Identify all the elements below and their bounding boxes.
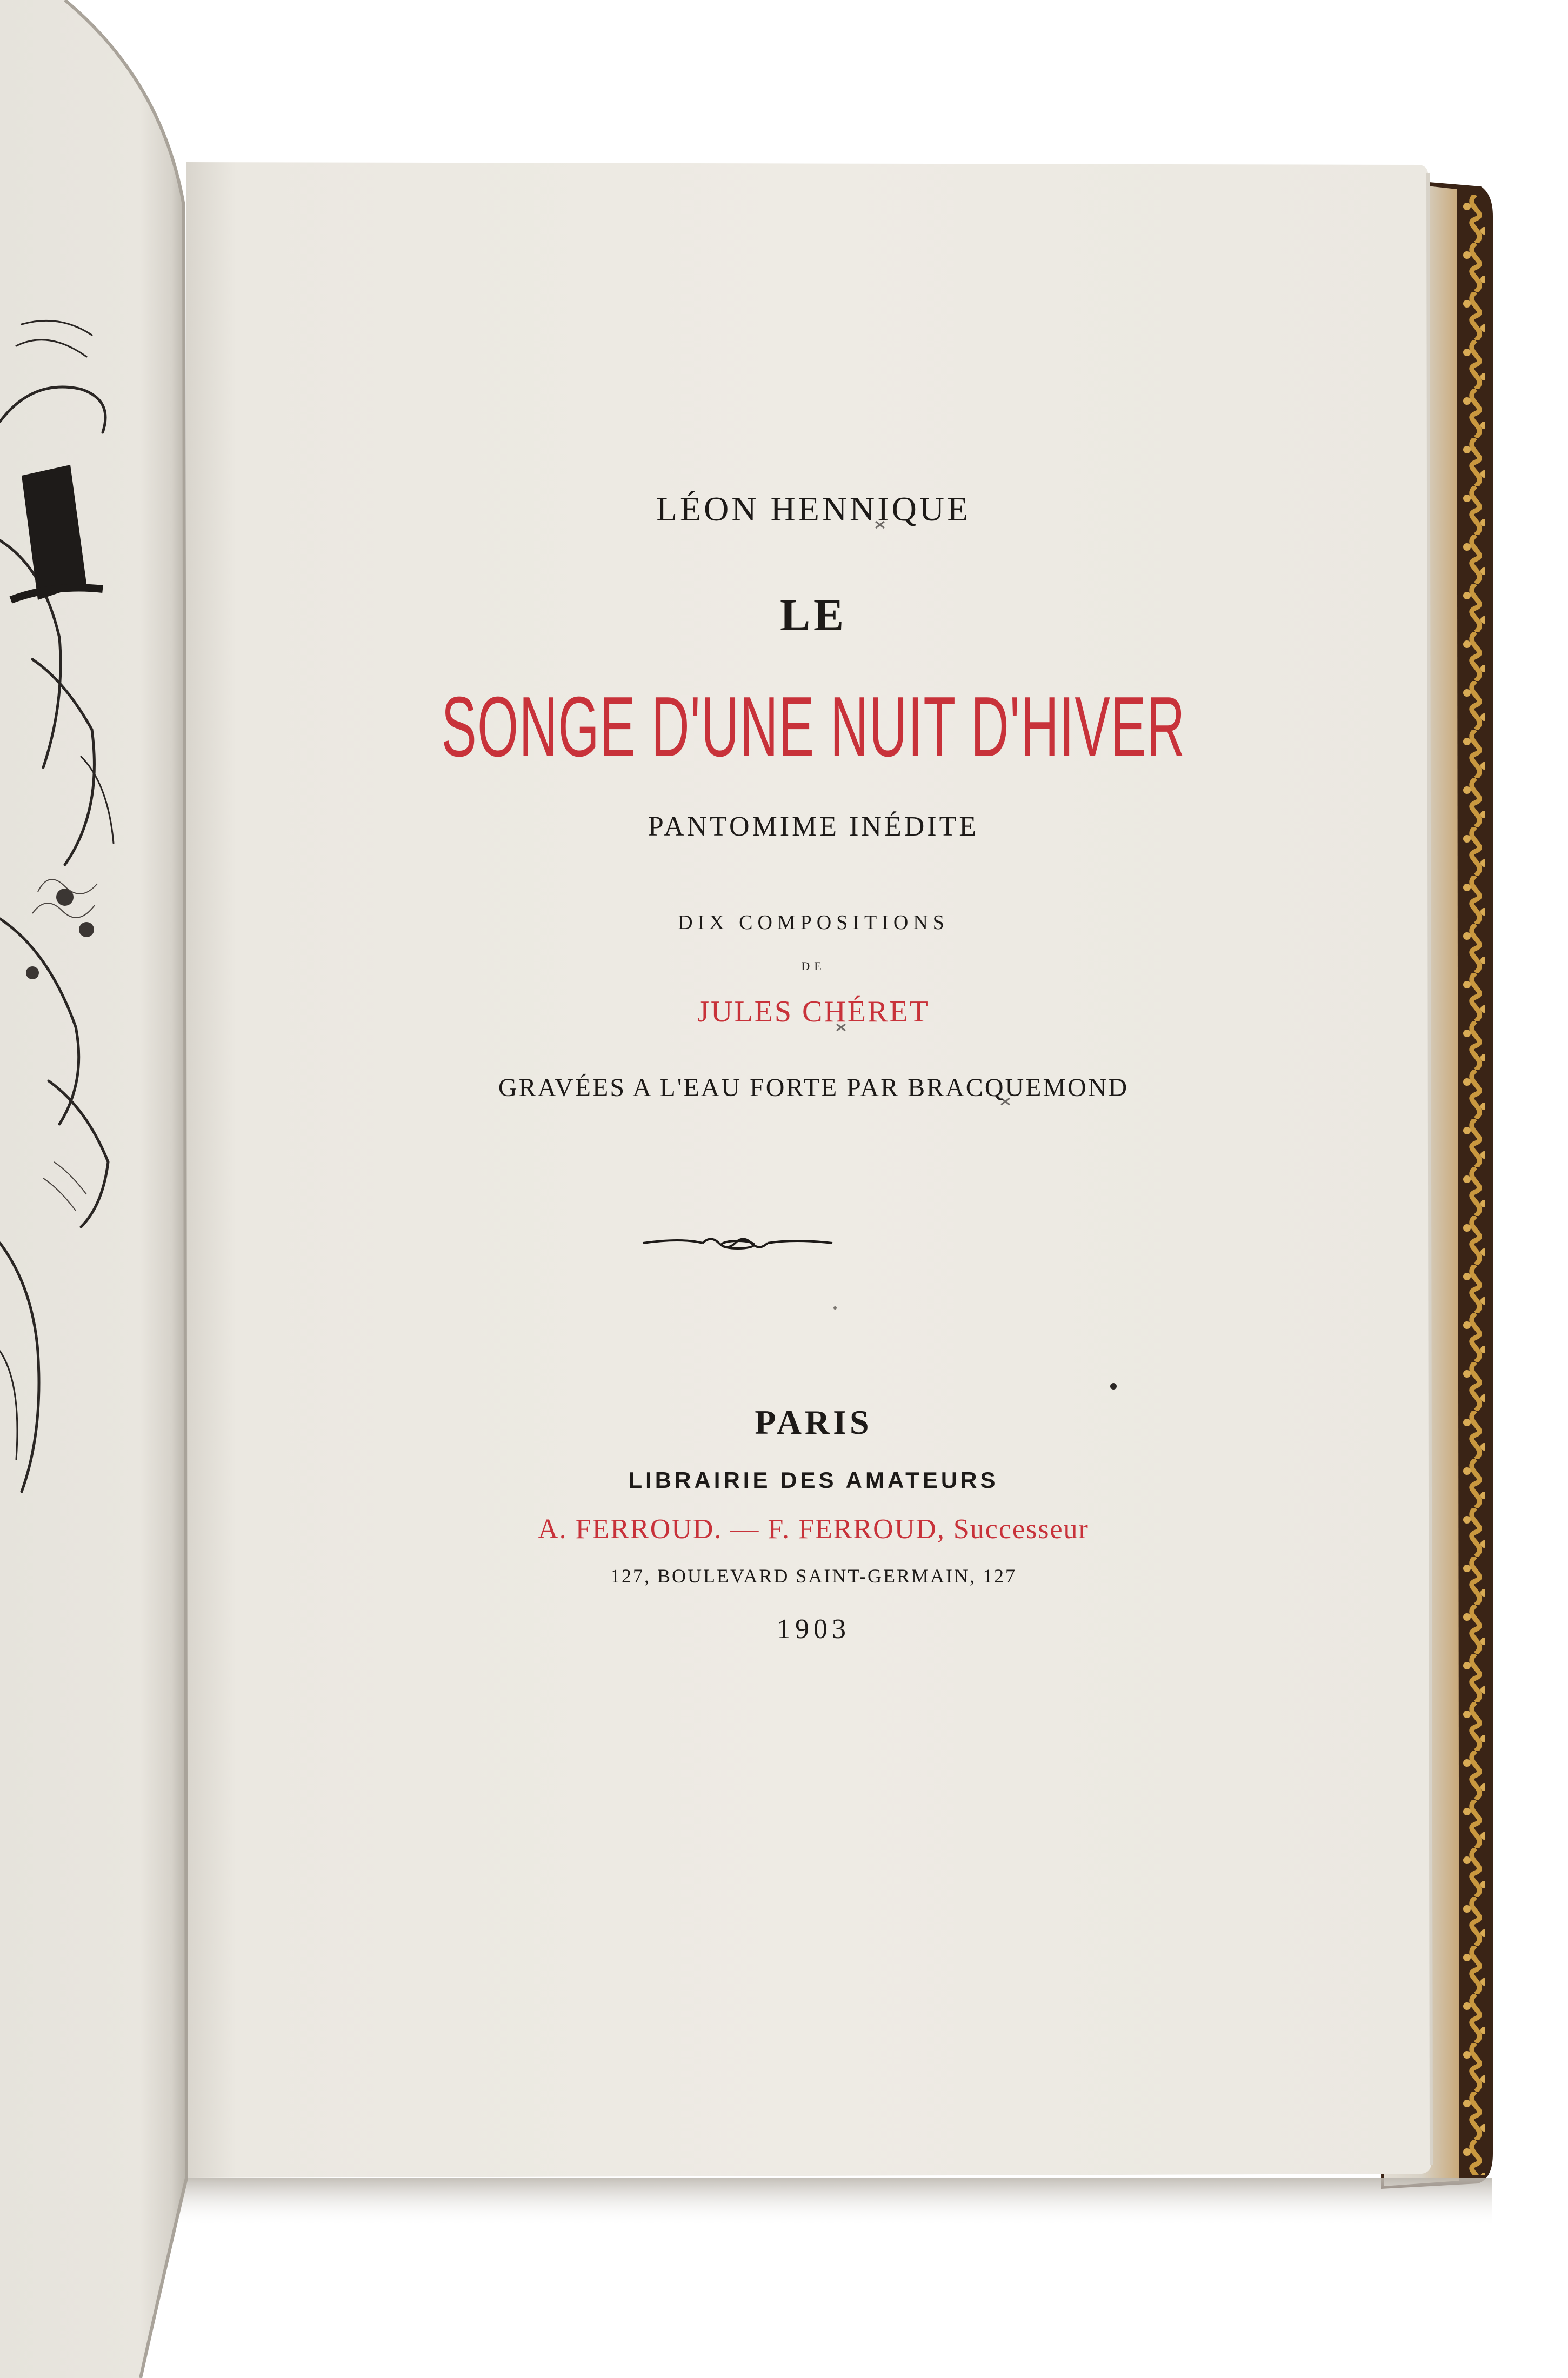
compositions-line: DIX COMPOSITIONS	[678, 911, 949, 934]
subtitle: PANTOMIME INÉDITE	[648, 811, 979, 842]
right-page	[186, 162, 1431, 2178]
de-line: DE	[801, 959, 826, 973]
publisher-address: 127, BOULEVARD SAINT-GERMAIN, 127	[610, 1565, 1017, 1587]
author-name: LÉON HENNIQUE	[656, 490, 971, 528]
artist-name: JULES CHÉRET	[697, 995, 930, 1028]
engraver-line: GRAVÉES A L'EAU FORTE PAR BRACQUEMOND	[498, 1073, 1129, 1102]
book-title: SONGE D'UNE NUIT D'HIVER	[441, 679, 1186, 774]
city: PARIS	[755, 1403, 872, 1441]
library-name: LIBRAIRIE DES AMATEURS	[628, 1467, 999, 1493]
title-line-1: LE	[779, 590, 848, 640]
left-page	[0, 0, 186, 2378]
publication-year: 1903	[777, 1614, 850, 1645]
publisher-line: A. FERROUD. — F. FERROUD, Successeur	[538, 1514, 1089, 1545]
